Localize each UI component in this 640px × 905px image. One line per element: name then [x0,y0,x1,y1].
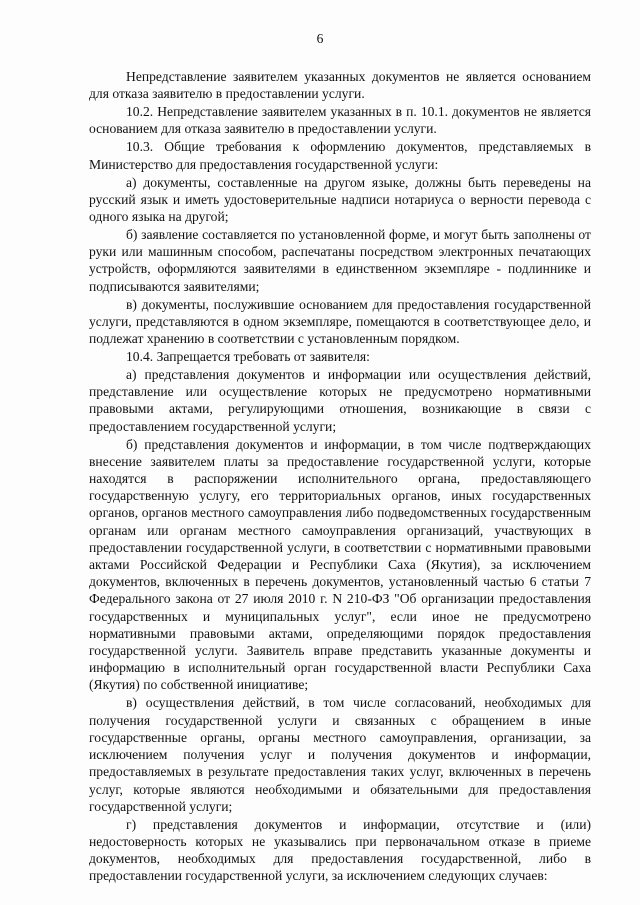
document-body [89,68,591,885]
paragraph: Непредставление заявителем указанных документов не является основанием для отказа заявителю в предоставлении услуги. [89,69,591,102]
paragraph-10-4-v: в) осуществления действий, в том числе согласований, необходимых для получения государственной услуги и связанных с обращением в иные государственные органы, органы местного самоуправления, организации, за исключением получения услуг и получения документов и информации, предоставляемых в результате предоставления таких услуг, включенных в перечень услуг, которые являются необходимыми и обязательными для предоставления государственной услуги; [89,695,591,814]
paragraph-10-3-a: а) документы, составленные на другом языке, должны быть переведены на русский язык и иметь удостоверительные надписи нотариуса о верности перевода с одного языка на другой; [89,174,591,225]
paragraph-10-4-a: а) представления документов и информации или осуществления действий, представление или осуществление которых не предусмотрено нормативными правовыми актами, регулирующими отношения, возникающие в связи с предоставлением государственной услуги; [89,367,591,434]
paragraph-10-4: 10.4. Запрещается требовать от заявителя: [126,349,370,365]
paragraph-10-4-b: б) представления документов и информации, в том числе подтверждающих внесение заявителем платы за предоставление государственной услуги, которые находятся в распоряжении исполнительного органа, предоставляющего государственную услугу, его территориальных органов, иных государственных органов, органов местного самоуправления либо подведомственных государственным органам или органам местного самоуправления организаций, участвующих в предоставлении государственной услуги, в соответствии с нормативными правовыми актами Российской Федерации и Республики Саха (Якутия), за исключением документов, включенных в перечень документов, установленный частью 6 статьи 7 Федерального закона от 27 июля 2010 г. N 210-ФЗ "Об организации предоставления государственных и муниципальных услуг", если иное не предусмотрено нормативными правовыми актами, определяющими порядок предоставления государственной услуги. Заявитель вправе представить указанные документы и информацию в исполнительный орган государственной власти Республики Саха (Якутия) по собственной инициативе; [89,436,591,693]
paragraph-10-2: 10.2. Непредставление заявителем указанных в п. 10.1. документов не является основанием для отказа заявителю в предоставлении услуги. [89,104,591,137]
page-number: 6 [316,31,324,46]
paragraph-10-4-g: г) представления документов и информации, отсутствие и (или) недостоверность которых не указывались при первоначальном отказе в приеме документов, необходимых для предоставления государственной, либо в предоставлении государственной услуги, за исключением следующих случаев: [89,816,591,884]
paragraph-10-3-b: б) заявление составляется по установленной форме, и могут быть заполнены от руки или машинным способом, распечатаны посредством электронных печатающих устройств, оформляются заявителями в единственном экземпляре - подлиннике и подписываются заявителями; [89,227,591,294]
paragraph-10-3-v: в) документы, послужившие основанием для предоставления государственной услуги, представляются в одном экземпляре, помещаются в соответствующее дело, и подлежат хранению в соответствии с установленным порядком. [89,296,591,347]
paragraph-10-3: 10.3. Общие требования к оформлению документов, представляемых в Министерство для предоставления государственной услуги: [89,139,591,172]
